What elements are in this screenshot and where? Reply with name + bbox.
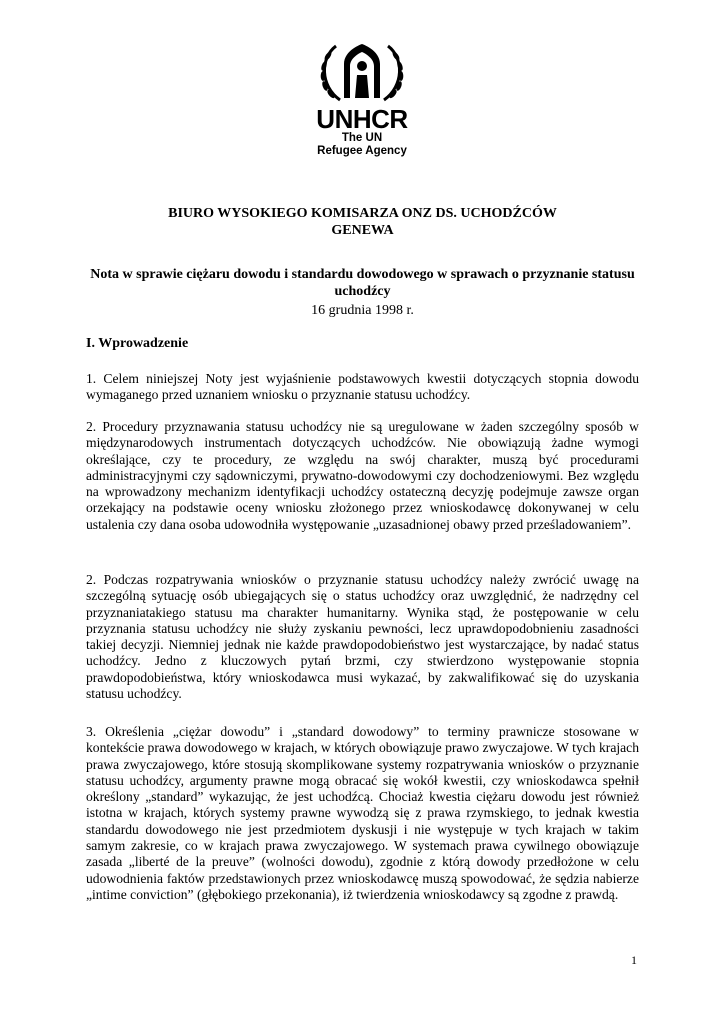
- logo-tagline-line2: Refugee Agency: [317, 145, 407, 157]
- page-number: 1: [631, 953, 637, 967]
- logo-brand-text: UNHCR: [316, 104, 408, 134]
- logo-tagline-line1: The UN: [341, 132, 383, 144]
- paragraph-1: 1. Celem niniejszej Noty jest wyjaśnienie podstawowych kwestii dotyczących stopnia dowodu wymaganego przed uznaniem wniosku o przyznanie statusu uchodźcy.: [86, 371, 639, 403]
- note-title: Nota w sprawie ciężaru dowodu i standardu dowodowego w sprawach o przyznanie statusu uchodźcy: [90, 267, 635, 299]
- office-heading-line2: GENEWA: [331, 223, 394, 238]
- unhcr-logo: [310, 38, 414, 158]
- office-heading-line1: BIURO WYSOKIEGO KOMISARZA ONZ DS. UCHODŹCÓW: [168, 206, 557, 221]
- paragraph-2: 2. Procedury przyznawania statusu uchodźcy nie są uregulowane w żaden szczególny sposób w międzynarodowych instrumentach dotyczących uchodźców. Nie obowiązują żadne wymogi określające, czy te procedury, ze względu na swój charakter, muszą być procedurami administracyjnymi czy sądowniczymi, prywatno-dowodowymi czy dochodzeniowymi. Bez względu na wprowadzony mechanizm identyfikacji uchodźcy ostateczną decyzję podejmuje zawsze organ orzekający na podstawie oceny wniosku złożonego przez wnioskodawcę dokonywanej w celu ustalenia czy dana osoba udowodniła występowanie „uzasadnionej obawy przed prześladowaniem”.: [86, 419, 639, 532]
- paragraph-4: 3. Określenia „ciężar dowodu” i „standard dowodowy” to terminy prawnicze stosowane w kontekście prawa dowodowego w krajach, w których obowiązuje prawo zwyczajowe. W tych krajach prawa zwyczajowego, które stosują skomplikowane systemy rozpatrywania wniosków o przyznanie statusu uchodźcy, argumenty prawne mogą obracać się wokół kwestii, czy wnioskodawca spełnił określony „standard” wykazując, że jest uchodźcą. Chociaż kwestia ciężaru dowodu jest również istotna w krajach, których systemy prawne wywodzą się z prawa rzymskiego, to jednak kwestia standardu dowodowego nie jest przedmiotem dyskusji i nie występuje w tych krajach w takim samym zakresie, co w krajach prawa zwyczajowego. W systemach prawa cywilnego obowiązuje zasada „liberté de la preuve” (wolności dowodu), zgodnie z którą dowody przedłożone w celu udowodnienia faktów przedstawionych przez wnioskodawcę muszą spowodować, że sędzia nabierze „intime conviction” (głębokiego przekonania), iż twierdzenia wnioskodawcy są zgodne z prawdą.: [86, 724, 639, 902]
- section-title: I. Wprowadzenie: [86, 336, 189, 351]
- paragraph-3: 2. Podczas rozpatrywania wniosków o przyznanie statusu uchodźcy należy zwrócić uwagę na szczególną sytuację osób ubiegających się o status uchodźcy oraz uwzględnić, że nadrzędny cel przyznaniatakiego statusu ma charakter humanitarny. Wynika stąd, że postępowanie w celu przyznania statusu uchodźcy nie służy zyskaniu pewności, lecz uprawdopodobnieniu zasadności takiej decyzji. Niemniej jednak nie każde prawdopodobieństwo jest wystarczające, by nadać status uchodźcy. Jedno z kluczowych pytań brzmi, czy stwierdzono występowanie stopnia prawdopodobieństwa, który wnioskodawca musi wykazać, by zakwalifikować się do uzyskania statusu uchodźcy.: [86, 572, 639, 702]
- note-date: 16 grudnia 1998 r.: [311, 303, 414, 318]
- office-heading: [86, 205, 639, 239]
- unhcr-emblem-icon: [314, 38, 410, 104]
